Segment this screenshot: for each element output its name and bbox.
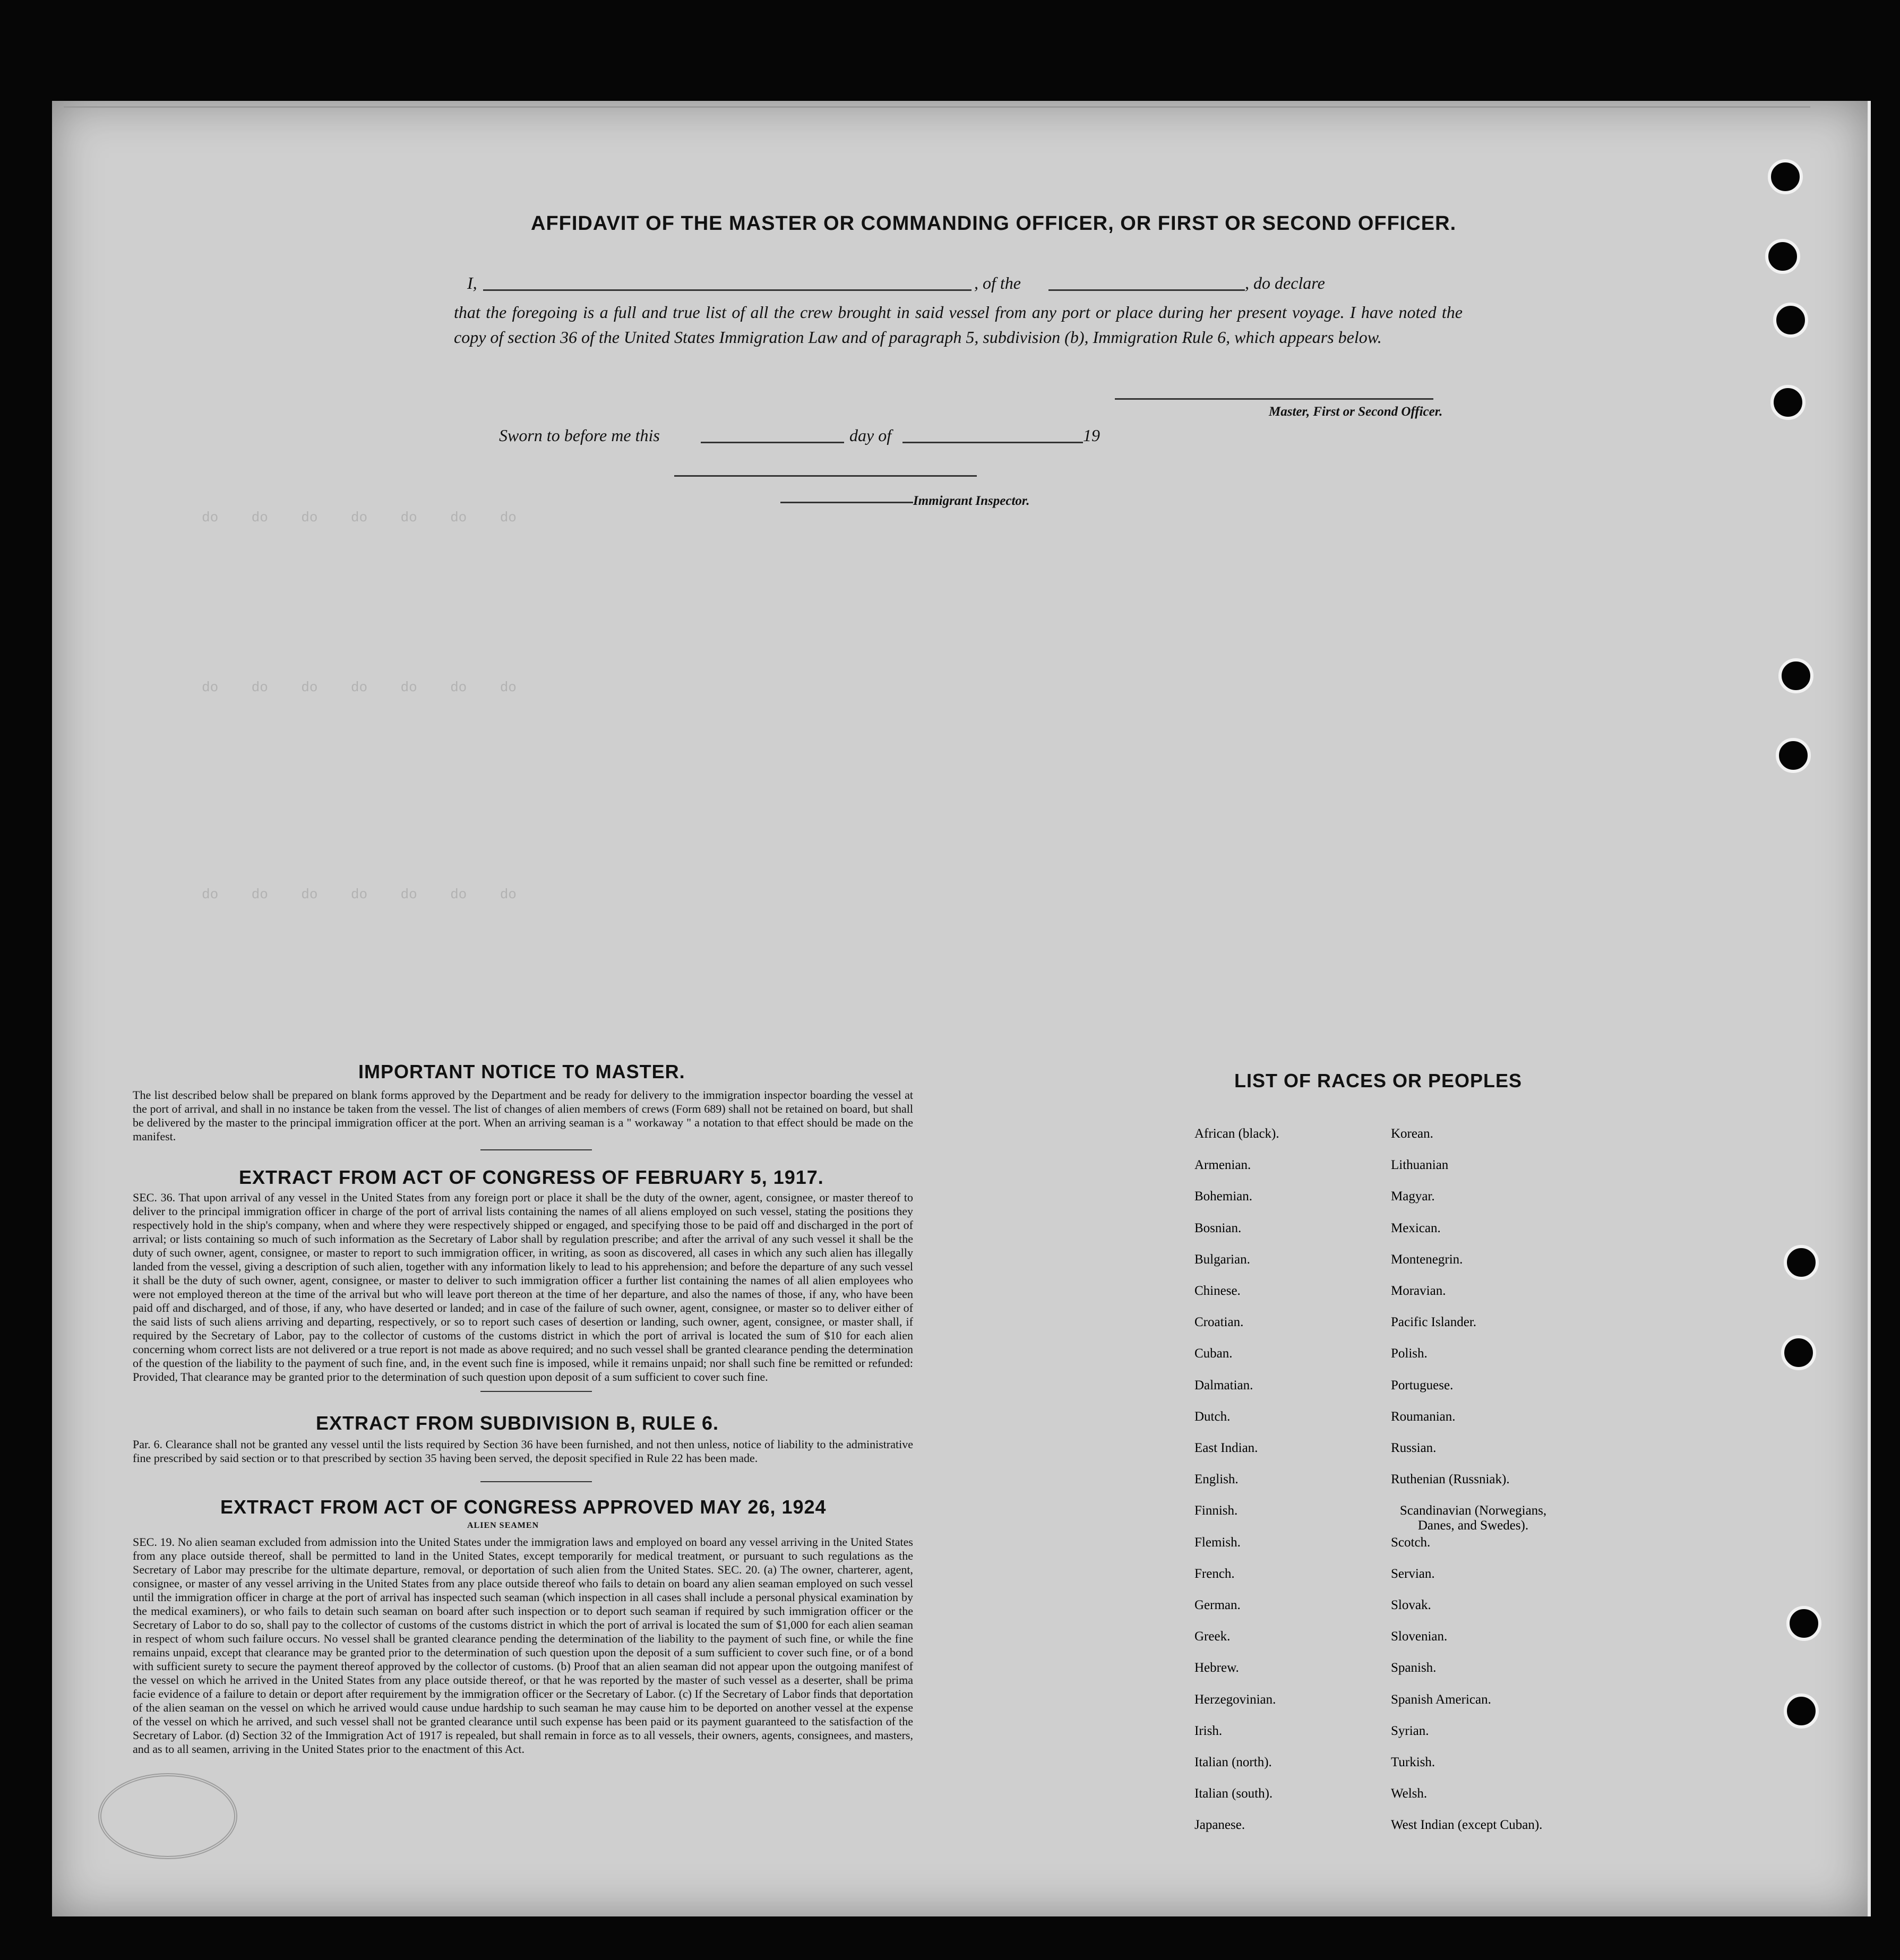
- race-item: Dalmatian.: [1194, 1378, 1253, 1392]
- binder-hole-2: [1765, 239, 1800, 274]
- ghost-row-3: do do do do do do do: [202, 887, 517, 902]
- race-item: Dutch.: [1194, 1409, 1231, 1424]
- binder-hole-9: [1786, 1606, 1821, 1641]
- inspector-label: Immigrant Inspector.: [913, 494, 1030, 508]
- race-item: Japanese.: [1194, 1818, 1245, 1833]
- race-item: Italian (south).: [1194, 1786, 1273, 1801]
- notice-divider: [480, 1149, 592, 1150]
- affidavit-body: that the foregoing is a full and true list of all the crew brought in said vessel from any port or place during her present voyage. I have noted the copy of section 36 of the United States Immigration Law and of paragraph 5, subdivision (b), Immigration Rule 6, which appears below.: [454, 303, 1463, 347]
- race-item: Scandinavian (Norwegians, Danes, and Swedes).: [1399, 1503, 1547, 1533]
- race-item: East Indian.: [1194, 1441, 1258, 1455]
- race-item: West Indian (except Cuban).: [1391, 1818, 1543, 1833]
- extract-1917-text: SEC. 36. That upon arrival of any vessel in the United States from any foreign port or place it shall be the duty of the owner, agent, consignee, or master thereof to deliver to the principal immigration officer in charge of the port of arrival lists containing the names of all aliens employed on such vessel, stating the positions they respectively hold in the ship's company, when and where they were respectively shipped or engaged, and specifying those to be paid off and discharged in the port of arrival; or lists containing so much of such information as the Secretary of Labor shall by regulation prescribe; and after the arrival of any such vessel it shall be the duty of such owner, agent, consignee, or master to report to such immigration officer, in writing, as soon as discovered, all cases in which any such alien has illegally landed from the vessel, giving a description of such alien, together with any information likely to lead to his apprehension; and before the departure of any such vessel it shall be the duty of such owner, agent, consignee, or master to deliver to such immigration officer a further list containing the names of all alien employees who were not employed thereon at the time of the arrival but who will leave port thereon at the time of her departure, and also the names of those, if any, who have been paid off and discharged, and of those, if any, who have deserted or landed; and in case of the failure of such owner, agent, consignee, or master so to deliver either of the said lists of such aliens arriving and departing, respectively, or so to report such cases of desertion or landing, such owner, agent, consignee, or master shall, if required by the Secretary of Labor, pay to the collector of customs of the customs district in which the port of arrival is located the sum of $10 for each alien concerning whom correct lists are not delivered or a true report is not made as above required; and no such vessel shall be granted clearance pending the determination of the question of the liability to the payment of such fine, and, in the event such fine is imposed, while it remains unpaid; nor shall such fine be remitted or refunded: Provided, That clearance may be granted prior to the determination of such question upon deposit of a sum sufficient to cover such fine.: [133, 1191, 913, 1383]
- ghost-row-1: do do do do do do do: [202, 510, 517, 526]
- extract-1924-text: SEC. 19. No alien seaman excluded from admission into the United States under the immigration laws and employed on board any vessel arriving in the United States from any place outside thereof, shall be permitted to land in the United States, except temporarily for medical treatment, or pursuant to such regulations as the Secretary of Labor may prescribe for the ultimate departure, removal, or deportation of such alien from the United States. SEC. 20. (a) The owner, charterer, agent, consignee, or master of any vessel arriving in the United States from any place outside thereof who fails to detain on board any alien seaman employed on such vessel until the immigration officer in charge at the port of arrival has inspected such seaman (which inspection in all cases shall include a personal physical examination by the medical examiners), or who fails to detain such seaman on board after such inspection or to deport such seaman if required by such immigration officer or the Secretary of Labor to do so, shall pay to the collector of customs of the customs district in which the port of arrival is located the sum of $1,000 for each alien seaman in respect of whom such failure occurs. No vessel shall be granted clearance pending the determination of the liability to the payment of such fine, or while the fine remains unpaid, except that clearance may be granted prior to the determination of such question upon the deposit of a sum sufficient to cover such fine, or of a bond with sufficient surety to secure the payment thereof approved by the collector of customs. (b) Proof that an alien seaman did not appear upon the outgoing manifest of the vessel on which he arrived in the United States from any place outside thereof, or that he was reported by the master of such vessel as a deserter, shall be prima facie evidence of a failure to detain or deport after requirement by the immigration officer or the Secretary of Labor. (c) If the Secretary of Labor finds that deportation of the alien seaman on the vessel on which he arrived would cause undue hardship to such seaman he may cause him to be deported on another vessel at the expense of the vessel on which he arrived, and such vessel shall not be granted clearance until such expense has been paid or its payment guaranteed to the satisfaction of the Secretary of Labor. (d) Section 32 of the Immigration Act of 1917 is repealed, but shall remain in force as to all vessels, their owners, agents, consignees, and masters, and as to all seamen, arriving in the United States prior to the enactment of this Act.: [133, 1535, 913, 1756]
- race-item: Herzegovinian.: [1194, 1692, 1276, 1707]
- race-item: Italian (north).: [1194, 1755, 1272, 1769]
- race-item: Korean.: [1391, 1127, 1433, 1141]
- race-item: Spanish.: [1391, 1661, 1437, 1675]
- vessel-blank: [1048, 289, 1245, 291]
- race-item: Roumanian.: [1391, 1409, 1456, 1424]
- race-item: French.: [1194, 1566, 1235, 1581]
- rule6-divider: [480, 1481, 592, 1482]
- race-item: Polish.: [1391, 1346, 1428, 1361]
- race-item: Cuban.: [1194, 1346, 1233, 1361]
- rule6-title: EXTRACT FROM SUBDIVISION B, RULE 6.: [316, 1412, 719, 1434]
- race-item: Portuguese.: [1391, 1378, 1454, 1392]
- race-item: German.: [1194, 1598, 1241, 1612]
- race-item: African (black).: [1194, 1127, 1279, 1141]
- sworn-label: Sworn to before me this: [499, 426, 660, 445]
- race-item: Scotch.: [1391, 1535, 1431, 1550]
- rule6-text: Par. 6. Clearance shall not be granted any vessel until the lists required by Section 36 have been furnished, and not then unless, notice of liability to the administrative fine prescribed by said section or to that prescribed by section 35 having been served, the deposit specified in Rule 22 has been made.: [133, 1438, 913, 1465]
- race-item: Slovak.: [1391, 1598, 1431, 1612]
- name-blank: [483, 289, 972, 291]
- race-item: Croatian.: [1194, 1315, 1244, 1330]
- binder-hole-5: [1778, 658, 1813, 693]
- affidavit-of-the: , of the: [974, 273, 1021, 293]
- race-item: Armenian.: [1194, 1158, 1251, 1173]
- binder-hole-4: [1770, 385, 1806, 420]
- race-item: Montenegrin.: [1391, 1252, 1463, 1267]
- binder-hole-10: [1784, 1693, 1819, 1729]
- notice-title: IMPORTANT NOTICE TO MASTER.: [358, 1061, 685, 1082]
- affidavit-title: AFFIDAVIT OF THE MASTER OR COMMANDING OFFICER, OR FIRST OR SECOND OFFICER.: [531, 212, 1457, 235]
- inspection-stamp: [98, 1773, 237, 1859]
- race-item: Finnish.: [1194, 1503, 1238, 1518]
- extract-1924-subtitle: ALIEN SEAMEN: [467, 1521, 539, 1530]
- race-item: Ruthenian (Russniak).: [1391, 1472, 1510, 1487]
- sworn-month-blank: [902, 442, 1083, 443]
- day-of-label: day of: [849, 426, 892, 445]
- binder-hole-7: [1784, 1245, 1819, 1280]
- race-item: Bulgarian.: [1194, 1252, 1250, 1267]
- race-item: Slovenian.: [1391, 1629, 1448, 1644]
- races-title: LIST OF RACES OR PEOPLES: [1234, 1070, 1523, 1091]
- binder-hole-8: [1781, 1335, 1816, 1370]
- inspector-line-1: [674, 475, 977, 477]
- race-item: English.: [1194, 1472, 1239, 1487]
- race-item: Flemish.: [1194, 1535, 1241, 1550]
- ghost-row-2: do do do do do do do: [202, 680, 517, 695]
- race-item: Irish.: [1194, 1723, 1223, 1738]
- affidavit-declare: , do declare: [1245, 273, 1325, 293]
- race-item: Moravian.: [1391, 1284, 1446, 1298]
- race-item: Welsh.: [1391, 1786, 1428, 1801]
- sheet-edge: [64, 106, 1810, 108]
- race-item: Turkish.: [1391, 1755, 1435, 1769]
- race-item: Pacific Islander.: [1391, 1315, 1477, 1330]
- race-item: Hebrew.: [1194, 1661, 1239, 1675]
- extract-1924-title: EXTRACT FROM ACT OF CONGRESS APPROVED MAY 26, 1924: [220, 1496, 827, 1518]
- race-item: Syrian.: [1391, 1723, 1429, 1738]
- binder-hole-1: [1768, 159, 1803, 194]
- race-item: Chinese.: [1194, 1284, 1241, 1298]
- binder-hole-6: [1776, 738, 1811, 773]
- race-item: Bohemian.: [1194, 1189, 1253, 1204]
- race-item: Servian.: [1391, 1566, 1435, 1581]
- master-label: Master, First or Second Officer.: [1269, 405, 1443, 419]
- race-item: Spanish American.: [1391, 1692, 1491, 1707]
- race-item: Russian.: [1391, 1441, 1437, 1455]
- extract-1917-title: EXTRACT FROM ACT OF CONGRESS OF FEBRUARY 5, 1917.: [239, 1166, 824, 1188]
- notice-text: The list described below shall be prepared on blank forms approved by the Department and be ready for delivery to the immigration inspector boarding the vessel at the port of arrival, and shall in no instance be taken from the vessel. The list of changes of alien members of crews (Form 689) shall not be retained on board, but shall be delivered by the master to the principal immigration officer at the port. When an arriving seaman is a " workaway " a notation to that effect should be made on the manifest.: [133, 1088, 913, 1143]
- binder-hole-3: [1773, 303, 1808, 338]
- extract-1917-divider: [480, 1391, 592, 1392]
- race-item: Mexican.: [1391, 1220, 1441, 1235]
- race-item: Magyar.: [1391, 1189, 1435, 1204]
- master-signature-line: [1115, 398, 1433, 400]
- sworn-day-blank: [701, 442, 844, 443]
- inspector-line-2: [780, 502, 913, 503]
- year-label: 19: [1083, 426, 1100, 445]
- affidavit-i: I,: [467, 273, 477, 293]
- race-item: Lithuanian: [1391, 1158, 1449, 1173]
- race-item: Greek.: [1194, 1629, 1231, 1644]
- race-item: Bosnian.: [1194, 1220, 1242, 1235]
